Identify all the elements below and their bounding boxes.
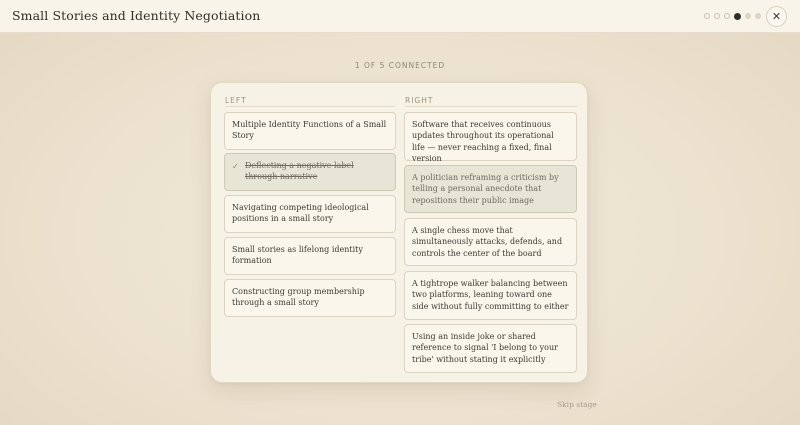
left-item[interactable]	[224, 237, 396, 275]
close-icon: ✕	[771, 10, 782, 23]
right-item-matched[interactable]	[404, 165, 577, 213]
left-item-matched[interactable]	[224, 153, 396, 191]
left-item-text: Deflecting a negative label through narrative	[245, 161, 354, 182]
top-bar	[0, 0, 800, 33]
right-item[interactable]	[404, 324, 577, 373]
divider	[225, 106, 395, 107]
checkmark-icon: ✓	[232, 162, 239, 171]
divider	[405, 106, 577, 107]
skip-stage-link[interactable]: Skip stage	[557, 400, 597, 409]
page-title: Small Stories and Identity Negotiation	[12, 8, 261, 23]
left-item-text: Multiple Identity Functions of a Small Story	[232, 120, 387, 141]
left-column-heading: LEFT	[225, 96, 247, 105]
stage-dot	[714, 13, 720, 19]
left-item[interactable]	[224, 112, 396, 150]
left-item-text: Small stories as lifelong identity formation	[232, 245, 363, 266]
close-button[interactable]	[766, 6, 787, 27]
right-item-text: Using an inside joke or shared reference to signal 'I belong to your tribe' without stating it explicitly	[412, 332, 558, 364]
right-column-heading: RIGHT	[405, 96, 434, 105]
stage-dot	[724, 13, 730, 19]
stage-progress-dots	[704, 12, 761, 20]
matching-card	[210, 82, 588, 383]
stage-dot	[755, 13, 761, 19]
left-item-text: Navigating competing ideological positions in a small story	[232, 203, 369, 224]
left-item[interactable]	[224, 279, 396, 317]
stage-dot-active	[734, 13, 741, 20]
right-item-text: A single chess move that simultaneously attacks, defends, and controls the center of the board	[412, 226, 563, 258]
right-item-text: A politician reframing a criticism by telling a personal anecdote that repositions their public image	[412, 173, 559, 205]
connection-progress: 1 OF 5 CONNECTED	[354, 61, 446, 70]
left-item[interactable]	[224, 195, 396, 233]
right-item[interactable]	[404, 218, 577, 266]
left-item-text: Constructing group membership through a small story	[232, 287, 365, 308]
right-item-text: A tightrope walker balancing between two platforms, leaning toward one side without fully committing to either	[412, 279, 569, 311]
right-item-text: Software that receives continuous updates throughout its operational life — never reaching a fixed, final version	[412, 120, 554, 163]
right-item[interactable]	[404, 112, 577, 161]
stage-dot	[704, 13, 710, 19]
right-item[interactable]	[404, 271, 577, 320]
stage-dot	[745, 13, 751, 19]
